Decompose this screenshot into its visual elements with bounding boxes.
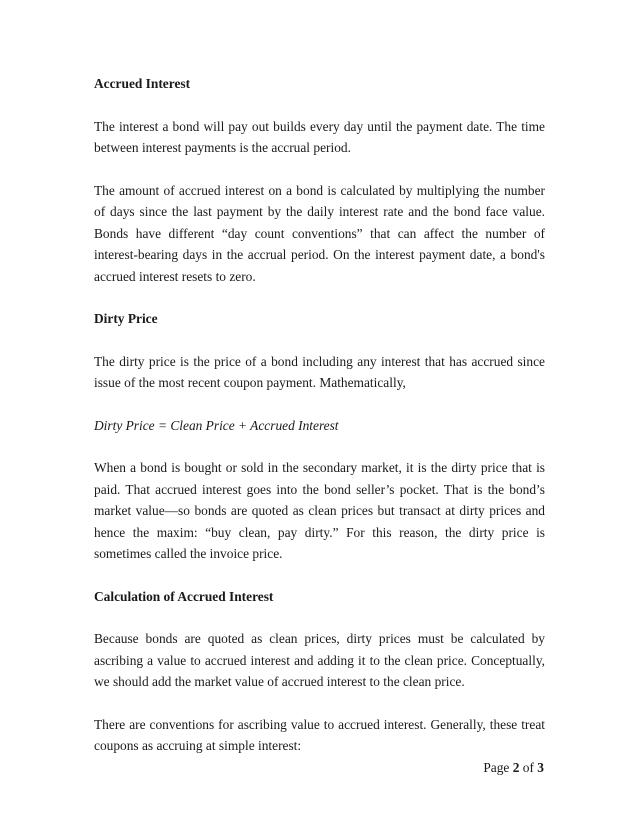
page-number-footer: [483, 758, 544, 778]
heading-accrued-interest: Accrued Interest: [94, 76, 191, 91]
page-content: [94, 73, 545, 778]
formula-dirty-price: Dirty Price = Clean Price + Accrued Interest: [94, 417, 339, 433]
of-label: of: [522, 760, 534, 775]
heading-calculation-accrued-interest: Calculation of Accrued Interest: [94, 588, 274, 604]
page-label: Page: [483, 760, 510, 775]
total-pages-number: 3: [537, 760, 544, 775]
paragraph-calculation-clean-prices: Because bonds are quoted as clean prices, dirty prices must be calculated by ascribing a value to accrued interest and adding it to the clean price. Conceptually, we should add the market value of accrued interest to the clean price.: [94, 631, 545, 689]
paragraph-accrual-period: The interest a bond will pay out builds every day until the payment date. The time between interest payments is the accrual period.: [94, 118, 545, 155]
paragraph-accrued-calculation: The amount of accrued interest on a bond is calculated by multiplying the number of days since the last payment by the daily interest rate and the bond face value. Bonds have different “day count conventions” that can affect the number of interest-bearing days in the accrual period. On the interest payment date, a bond's accrued interest resets to zero.: [94, 182, 545, 284]
heading-dirty-price: Dirty Price: [94, 311, 158, 326]
paragraph-dirty-price-market: When a bond is bought or sold in the secondary market, it is the dirty price that is paid. That accrued interest goes into the bond seller’s pocket. That is the bond’s market value—so bonds are quoted as clean prices but transact at dirty prices and hence the maxim: “buy clean, pay dirty.” For this reason, the dirty price is sometimes called the invoice price.: [94, 460, 545, 561]
current-page-number: 2: [512, 760, 520, 775]
paragraph-calculation-conventions: There are conventions for ascribing value to accrued interest. Generally, these treat coupons as accruing at simple interest:: [94, 716, 545, 753]
paragraph-dirty-price-definition: The dirty price is the price of a bond including any interest that has accrued since issue of the most recent coupon payment. Mathematically,: [94, 353, 545, 390]
